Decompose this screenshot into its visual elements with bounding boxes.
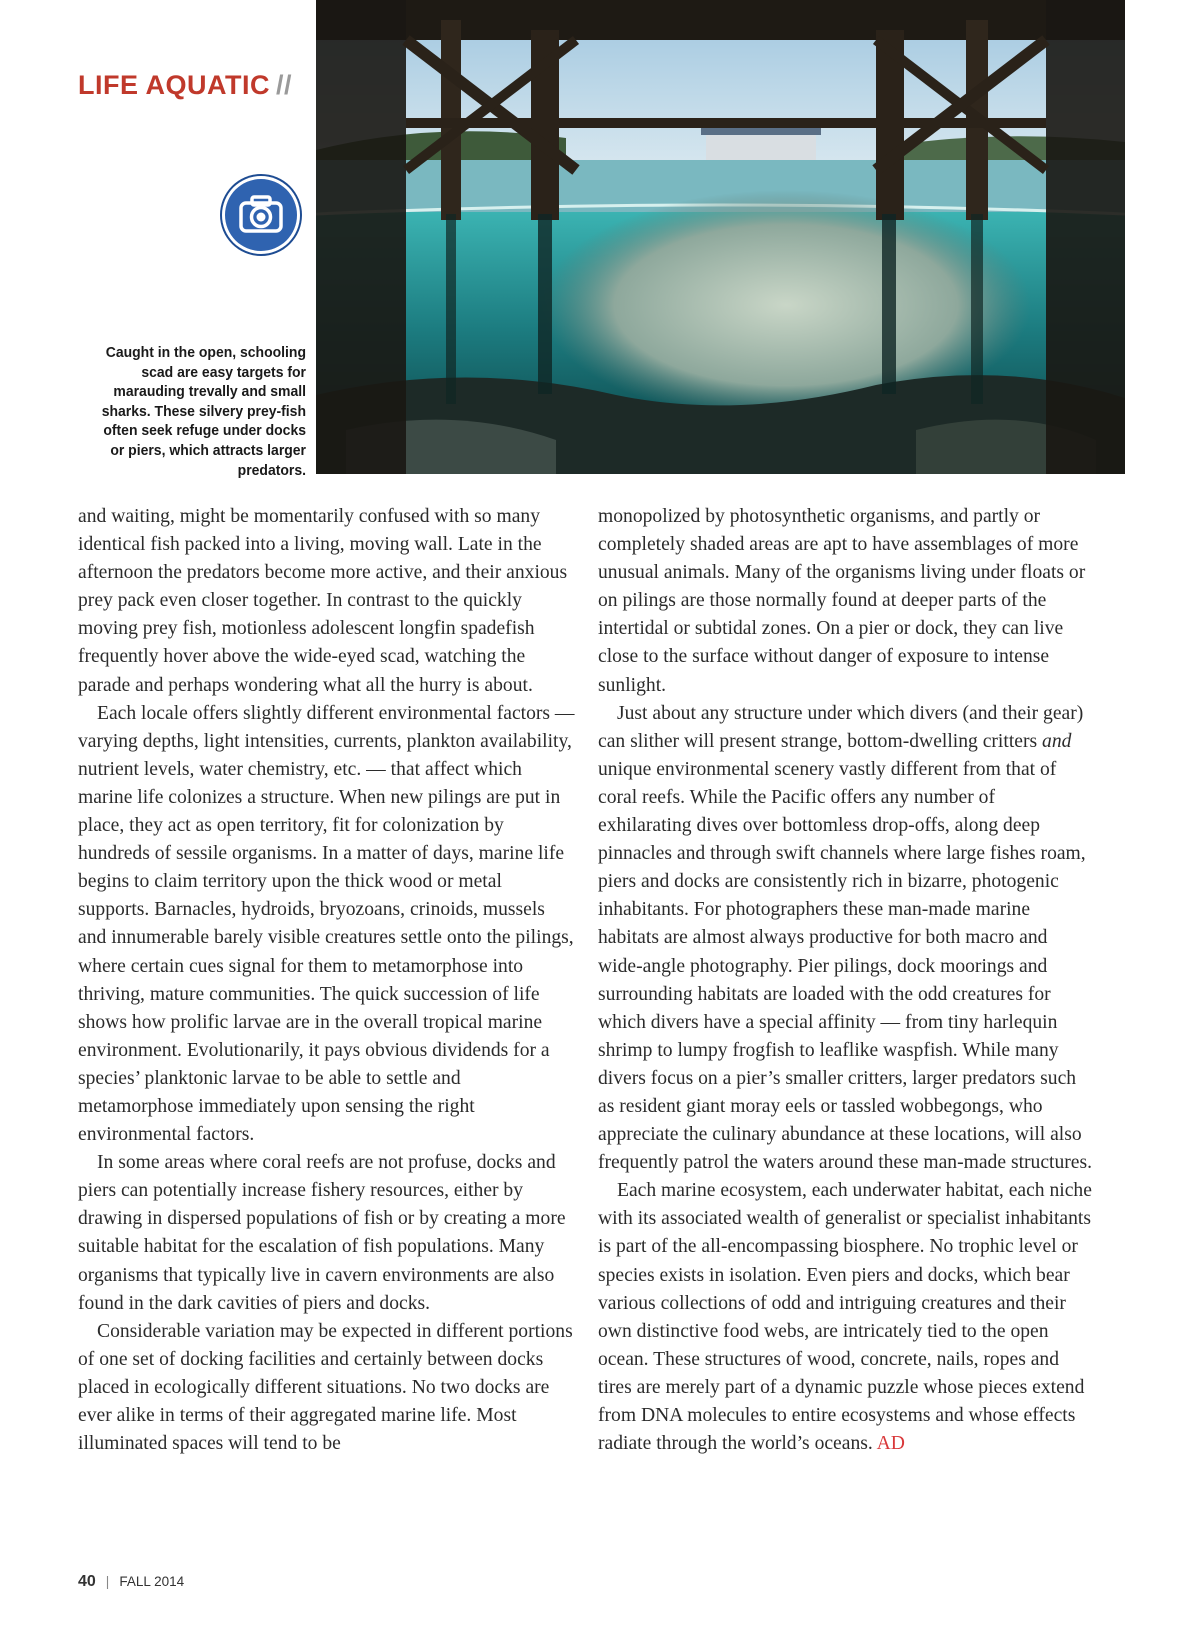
paragraph: [598, 700, 1093, 1178]
page-number: 40: [78, 1573, 96, 1590]
dock-underwater-photo: [316, 0, 1125, 474]
paragraph-text: unique environmental scenery vastly different from that of coral reefs. While the Pacific offers any number of exhilarating dives over bottomless drop-offs, along deep pinnacles and through swift channels where large fishes roam, piers and docks are consistently rich in bizarre, photogenic inhabitants. For photographers these man-made marine habitats are almost always productive for both macro and wide-angle photography. Pier pilings, dock moorings and surrounding habitats are loaded with the odd creatures for which divers have a special affinity — from tiny harlequin shrimp to lumpy frogfish to leaflike waspfish. While many divers focus on a pier’s smaller critters, larger predators such as resident giant moray eels or tassled wobbegongs, who appreciate the culinary abundance at these locations, will also frequently patrol the waters around these man-made structures.: [598, 758, 1093, 1174]
paragraph: Each locale offers slightly different environmental factors — varying depths, light intensities, currents, plankton availability, nutrient levels, water chemistry, etc. — that affect which marine life colonizes a structure. When new pilings are put in place, they act as open territory, fit for colonization by hundreds of sessile organisms. In a matter of days, marine life begins to claim territory upon the thick wood or metal supports. Barnacles, hydroids, bryozoans, crinoids, mussels and innumerable barely visible creatures settle onto the pilings, where certain cues signal for them to metamorphose into thriving, mature communities. The quick succession of life shows how prolific larvae are in the overall tropical marine environment. Evolutionarily, it pays obvious dividends for a species’ planktonic larvae to be able to settle and metamorphose immediately upon sensing the right environmental factors.: [78, 702, 575, 1146]
paragraph-text: Each marine ecosystem, each underwater habitat, each niche with its associated wealth of generalist or specialist inhabitants is part of the all-encompassing biosphere. No trophic level or species exists in isolation. Even piers and docks, which bear various collections of odd and intriguing creatures and their own distinctive food webs, are intricately tied to the open ocean. These structures of wood, concrete, nails, ropes and tires are merely part of a dynamic puzzle whose pieces extend from DNA molecules to entire ecosystems and whose effects radiate through the world’s oceans.: [598, 1180, 1092, 1455]
paragraph-text: Just about any structure under which divers (and their gear) can slither will present strange, bottom-dwelling critters: [598, 702, 1084, 752]
section-header: [78, 70, 292, 101]
emphasis: and: [1042, 730, 1072, 752]
paragraph: monopolized by photosynthetic organisms, and partly or completely shaded areas are apt to have assemblages of more unusual animals. Many of the organisms living under floats or on pilings are those normally found at deeper parts of the intertidal or subtidal zones. On a pier or dock, they can live close to the surface without danger of exposure to intense sunlight.: [598, 506, 1086, 696]
issue-label: FALL 2014: [119, 1574, 185, 1589]
section-slashes: //: [275, 70, 292, 100]
paragraph: and waiting, might be momentarily confused with so many identical fish packed into a living, moving wall. Late in the afternoon the predators become more active, and their anxious prey pack even closer together. In contrast to the quickly moving prey fish, motionless adolescent longfin spadefish frequently hover above the wide-eyed scad, watching the parade and perhaps wondering what all the hurry is about.: [78, 506, 568, 696]
article-column-right: [598, 503, 1093, 1458]
camera-icon: [222, 176, 300, 254]
camera-badge: [222, 176, 300, 254]
paragraph: Considerable variation may be expected in different portions of one set of docking facilities and certainly between docks placed in ecologically different situations. No two docks are ever alike in terms of their aggregated marine life. Most illuminated spaces will tend to be: [78, 1320, 573, 1455]
photo-caption: Caught in the open, schooling scad are easy targets for marauding trevally and small sharks. These silvery prey-fish often seek refuge under docks or piers, which attracts larger predators.: [101, 344, 307, 479]
footer-separator: |: [105, 1574, 110, 1589]
photo-illustration: [316, 0, 1125, 474]
end-mark: AD: [876, 1433, 905, 1455]
section-title: LIFE AQUATIC: [78, 70, 270, 100]
paragraph: In some areas where coral reefs are not profuse, docks and piers can potentially increase fishery resources, either by drawing in dispersed populations of fish or by creating a more suitable habitat for the escalation of fish populations. Many organisms that typically live in cavern environments are also found in the dark cavities of piers and docks.: [78, 1152, 566, 1314]
page-footer: [78, 1573, 184, 1591]
paragraph: [598, 1177, 1093, 1458]
article-column-left: [78, 503, 578, 1458]
